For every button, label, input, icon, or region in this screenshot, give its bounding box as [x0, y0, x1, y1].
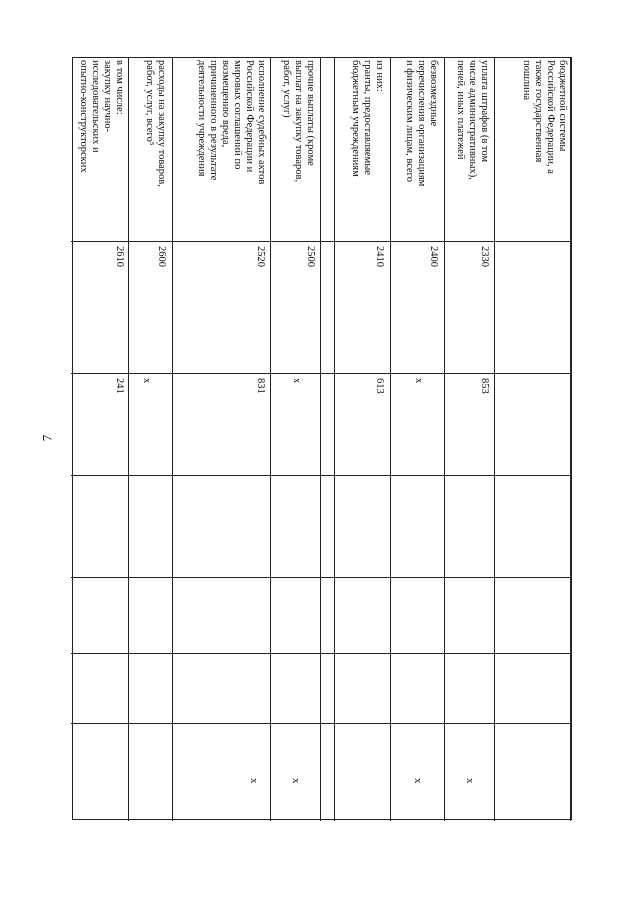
row-name-line: Российской Федерации, а: [545, 60, 556, 174]
table-row: [444, 58, 495, 821]
row-name-line: выплат на закупку товаров,: [293, 60, 304, 183]
row-name-line: прочие выплаты (кроме: [305, 60, 316, 166]
row-name: [77, 60, 125, 173]
row-name-line: мировых соглашений по: [232, 60, 243, 170]
row-code: 2520: [255, 246, 266, 267]
table-row: [320, 58, 335, 821]
x-mark: x: [290, 778, 302, 784]
row-name-line: уплата штрафов (в том: [479, 60, 490, 163]
table-row: [70, 58, 129, 821]
row-code: 2610: [114, 246, 125, 267]
row-name-line: исполнение судебных актов: [256, 60, 267, 185]
table-row: [172, 58, 271, 821]
row-code: 2400: [428, 246, 439, 267]
row-name: [403, 60, 439, 186]
row-name-line: Российской Федерации и: [244, 60, 255, 173]
row-name-line: бюджетным учреждениям: [350, 60, 361, 177]
row-name: [454, 60, 490, 180]
row-name-line: перечисления организациям: [416, 60, 427, 187]
row-name-line: в том числе:: [114, 60, 125, 115]
row-kbk: x: [141, 378, 152, 384]
row-name: [280, 60, 316, 182]
row-name-line: возмещению вреда,: [220, 60, 231, 148]
row-code: 2600: [156, 246, 167, 267]
row-name-line: работ, услуг, всего⁵: [144, 60, 155, 146]
row-name-line: опытно-конструкторских: [78, 60, 89, 173]
row-name-line: расходы на закупку товаров,: [156, 60, 167, 187]
table-row: [334, 58, 391, 821]
row-name: [520, 60, 568, 174]
row-kbk: 831: [255, 378, 266, 394]
table-row: [270, 58, 321, 821]
row-kbk: 853: [479, 378, 490, 394]
row-name-line: деятельности учреждения: [196, 60, 207, 177]
row-kbk: 613: [374, 378, 385, 394]
row-code: 2330: [479, 246, 490, 267]
row-name-line: бюджетной системы: [557, 60, 568, 152]
row-name: [143, 60, 167, 187]
row-kbk: x: [413, 378, 424, 384]
row-kbk: 241: [114, 378, 125, 394]
row-name-line: пеней, иных платежей: [455, 60, 466, 160]
row-code: 2500: [305, 246, 316, 267]
row-name: [195, 60, 267, 184]
x-mark: x: [248, 778, 260, 784]
rotated-table: [72, 57, 572, 820]
row-name-line: безвозмездные: [428, 60, 439, 127]
row-name-line: также государственная: [533, 60, 544, 163]
row-name-line: и физическим лицам, всего: [404, 60, 415, 182]
x-mark: x: [412, 778, 424, 784]
row-name: [349, 60, 385, 177]
row-name-line: закупку научно-: [102, 60, 113, 133]
row-name-line: гранты, предоставляемые: [362, 60, 373, 175]
row-name-line: числе административных),: [467, 60, 478, 180]
row-kbk: x: [291, 378, 302, 384]
x-mark: x: [464, 778, 476, 784]
table-row: [494, 58, 571, 821]
page-number: 7: [39, 434, 55, 442]
row-code: 2410: [374, 246, 385, 267]
row-name-line: исследовательских и: [90, 60, 101, 153]
table-row: [128, 58, 173, 821]
row-name-line: работ, услуг): [281, 60, 292, 118]
row-name-line: пошлина: [521, 60, 532, 101]
table-row: [390, 58, 445, 821]
row-name-line: причиненного в результате: [208, 60, 219, 181]
row-name-line: из них:: [374, 60, 385, 92]
